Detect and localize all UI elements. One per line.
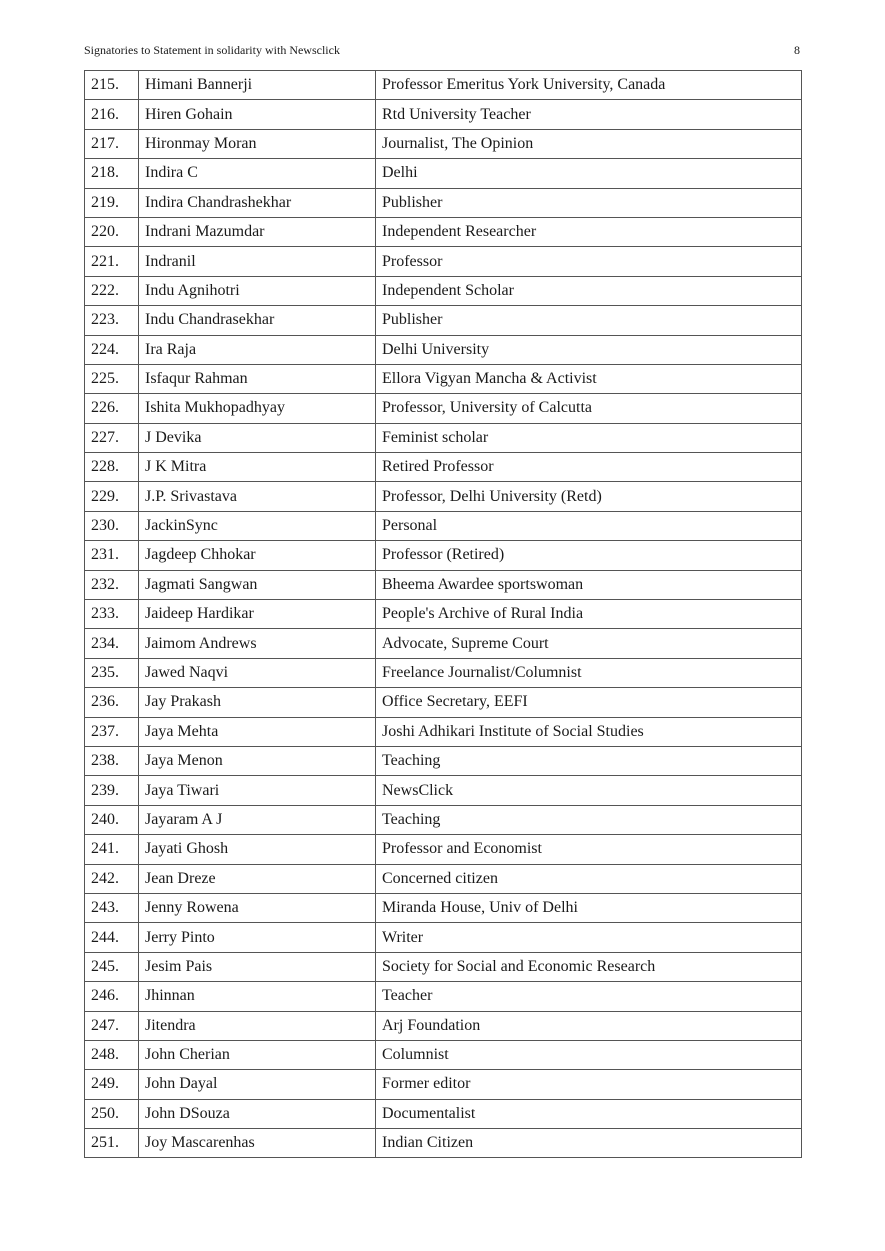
signatory-affiliation: Professor (Retired) <box>376 541 802 570</box>
table-row <box>85 776 802 805</box>
signatory-name: Jawed Naqvi <box>139 658 376 687</box>
row-number: 232. <box>85 570 139 599</box>
signatory-affiliation: Publisher <box>376 306 802 335</box>
signatory-affiliation: NewsClick <box>376 776 802 805</box>
row-number: 245. <box>85 952 139 981</box>
row-number: 228. <box>85 453 139 482</box>
signatory-affiliation: Miranda House, Univ of Delhi <box>376 893 802 922</box>
table-row <box>85 1040 802 1069</box>
signatory-affiliation: Office Secretary, EEFI <box>376 688 802 717</box>
table-row <box>85 394 802 423</box>
table-row <box>85 217 802 246</box>
table-row <box>85 453 802 482</box>
signatory-affiliation: Teaching <box>376 746 802 775</box>
table-row <box>85 864 802 893</box>
signatory-affiliation: Ellora Vigyan Mancha & Activist <box>376 364 802 393</box>
signatory-name: Indrani Mazumdar <box>139 217 376 246</box>
signatory-name: Jagmati Sangwan <box>139 570 376 599</box>
row-number: 234. <box>85 629 139 658</box>
row-number: 249. <box>85 1070 139 1099</box>
signatory-name: John DSouza <box>139 1099 376 1128</box>
signatory-name: Hironmay Moran <box>139 129 376 158</box>
signatory-affiliation: Rtd University Teacher <box>376 100 802 129</box>
signatory-affiliation: Personal <box>376 511 802 540</box>
table-row <box>85 335 802 364</box>
signatory-affiliation: Arj Foundation <box>376 1011 802 1040</box>
row-number: 216. <box>85 100 139 129</box>
table-row <box>85 276 802 305</box>
signatory-name: Jenny Rowena <box>139 893 376 922</box>
row-number: 239. <box>85 776 139 805</box>
row-number: 235. <box>85 658 139 687</box>
row-number: 226. <box>85 394 139 423</box>
row-number: 215. <box>85 71 139 100</box>
signatory-affiliation: Joshi Adhikari Institute of Social Studies <box>376 717 802 746</box>
table-row <box>85 952 802 981</box>
row-number: 224. <box>85 335 139 364</box>
signatory-name: Jaideep Hardikar <box>139 600 376 629</box>
page-header <box>84 40 800 60</box>
signatory-affiliation: Indian Citizen <box>376 1129 802 1158</box>
row-number: 223. <box>85 306 139 335</box>
signatory-name: Jhinnan <box>139 982 376 1011</box>
table-row <box>85 1070 802 1099</box>
signatory-affiliation: Professor Emeritus York University, Canada <box>376 71 802 100</box>
signatory-name: John Cherian <box>139 1040 376 1069</box>
row-number: 219. <box>85 188 139 217</box>
table-row <box>85 805 802 834</box>
signatory-affiliation: Delhi <box>376 159 802 188</box>
signatory-name: Jayati Ghosh <box>139 835 376 864</box>
signatory-name: Jayaram A J <box>139 805 376 834</box>
signatory-name: Ishita Mukhopadhyay <box>139 394 376 423</box>
table-row <box>85 482 802 511</box>
signatory-name: Indranil <box>139 247 376 276</box>
row-number: 218. <box>85 159 139 188</box>
signatory-affiliation: Freelance Journalist/Columnist <box>376 658 802 687</box>
table-row <box>85 923 802 952</box>
table-row <box>85 600 802 629</box>
signatory-name: Joy Mascarenhas <box>139 1129 376 1158</box>
signatory-affiliation: Former editor <box>376 1070 802 1099</box>
signatory-name: Jaimom Andrews <box>139 629 376 658</box>
signatory-name: J.P. Srivastava <box>139 482 376 511</box>
signatory-name: John Dayal <box>139 1070 376 1099</box>
row-number: 229. <box>85 482 139 511</box>
signatory-name: Jagdeep Chhokar <box>139 541 376 570</box>
table-row <box>85 423 802 452</box>
signatory-affiliation: Writer <box>376 923 802 952</box>
signatory-name: Indu Agnihotri <box>139 276 376 305</box>
row-number: 231. <box>85 541 139 570</box>
table-row <box>85 1129 802 1158</box>
signatory-affiliation: Feminist scholar <box>376 423 802 452</box>
document-title: Signatories to Statement in solidarity with Newsclick <box>84 43 340 57</box>
signatory-name: Ira Raja <box>139 335 376 364</box>
signatory-affiliation: Journalist, The Opinion <box>376 129 802 158</box>
signatory-affiliation: Advocate, Supreme Court <box>376 629 802 658</box>
signatory-name: Indu Chandrasekhar <box>139 306 376 335</box>
row-number: 243. <box>85 893 139 922</box>
signatories-table <box>84 70 802 1158</box>
signatory-affiliation: Bheema Awardee sportswoman <box>376 570 802 599</box>
signatory-name: Indira Chandrashekhar <box>139 188 376 217</box>
table-row <box>85 541 802 570</box>
signatory-name: JackinSync <box>139 511 376 540</box>
table-row <box>85 71 802 100</box>
row-number: 248. <box>85 1040 139 1069</box>
row-number: 242. <box>85 864 139 893</box>
signatory-affiliation: Teaching <box>376 805 802 834</box>
table-row <box>85 570 802 599</box>
row-number: 238. <box>85 746 139 775</box>
signatory-name: Jesim Pais <box>139 952 376 981</box>
table-row <box>85 658 802 687</box>
page-number: 8 <box>794 43 800 57</box>
row-number: 237. <box>85 717 139 746</box>
signatory-affiliation: Retired Professor <box>376 453 802 482</box>
table-row <box>85 100 802 129</box>
signatory-name: Jay Prakash <box>139 688 376 717</box>
row-number: 221. <box>85 247 139 276</box>
row-number: 241. <box>85 835 139 864</box>
table-row <box>85 247 802 276</box>
row-number: 247. <box>85 1011 139 1040</box>
table-row <box>85 129 802 158</box>
signatory-affiliation: Concerned citizen <box>376 864 802 893</box>
table-row <box>85 511 802 540</box>
row-number: 217. <box>85 129 139 158</box>
signatory-affiliation: Delhi University <box>376 335 802 364</box>
signatory-name: Isfaqur Rahman <box>139 364 376 393</box>
table-row <box>85 1099 802 1128</box>
signatory-name: Indira C <box>139 159 376 188</box>
signatory-name: J K Mitra <box>139 453 376 482</box>
signatory-affiliation: Professor, Delhi University (Retd) <box>376 482 802 511</box>
signatory-name: J Devika <box>139 423 376 452</box>
signatories-table-body <box>85 71 802 1158</box>
table-row <box>85 982 802 1011</box>
signatory-affiliation: People's Archive of Rural India <box>376 600 802 629</box>
table-row <box>85 1011 802 1040</box>
row-number: 227. <box>85 423 139 452</box>
table-row <box>85 364 802 393</box>
table-row <box>85 835 802 864</box>
signatory-affiliation: Professor, University of Calcutta <box>376 394 802 423</box>
signatory-name: Jaya Mehta <box>139 717 376 746</box>
signatory-name: Jaya Menon <box>139 746 376 775</box>
table-row <box>85 893 802 922</box>
signatory-affiliation: Professor and Economist <box>376 835 802 864</box>
row-number: 246. <box>85 982 139 1011</box>
signatory-affiliation: Columnist <box>376 1040 802 1069</box>
row-number: 222. <box>85 276 139 305</box>
row-number: 240. <box>85 805 139 834</box>
signatory-name: Jean Dreze <box>139 864 376 893</box>
table-row <box>85 188 802 217</box>
signatory-name: Jitendra <box>139 1011 376 1040</box>
row-number: 225. <box>85 364 139 393</box>
row-number: 233. <box>85 600 139 629</box>
table-row <box>85 746 802 775</box>
signatory-affiliation: Publisher <box>376 188 802 217</box>
row-number: 244. <box>85 923 139 952</box>
table-row <box>85 717 802 746</box>
row-number: 230. <box>85 511 139 540</box>
table-row <box>85 629 802 658</box>
signatory-affiliation: Documentalist <box>376 1099 802 1128</box>
row-number: 220. <box>85 217 139 246</box>
signatory-affiliation: Independent Scholar <box>376 276 802 305</box>
signatory-affiliation: Professor <box>376 247 802 276</box>
table-row <box>85 688 802 717</box>
row-number: 236. <box>85 688 139 717</box>
signatory-affiliation: Teacher <box>376 982 802 1011</box>
signatory-name: Jaya Tiwari <box>139 776 376 805</box>
table-row <box>85 306 802 335</box>
signatory-affiliation: Society for Social and Economic Research <box>376 952 802 981</box>
signatory-name: Jerry Pinto <box>139 923 376 952</box>
table-row <box>85 159 802 188</box>
signatory-name: Himani Bannerji <box>139 71 376 100</box>
row-number: 250. <box>85 1099 139 1128</box>
signatory-name: Hiren Gohain <box>139 100 376 129</box>
row-number: 251. <box>85 1129 139 1158</box>
signatory-affiliation: Independent Researcher <box>376 217 802 246</box>
